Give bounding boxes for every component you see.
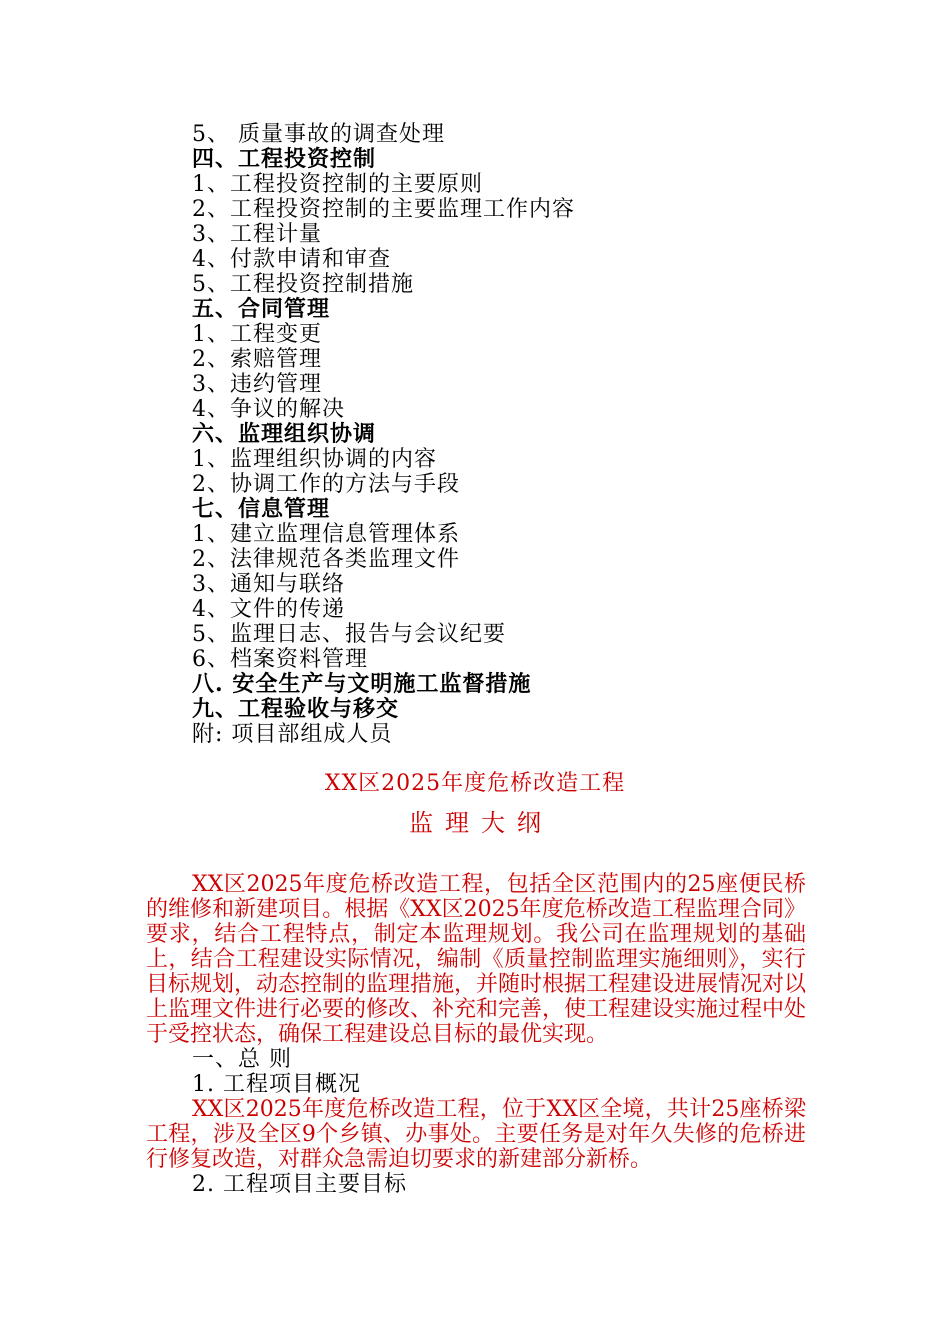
toc-item: 2、协调工作的方法与手段: [192, 472, 460, 497]
toc-item: 1、建立监理信息管理体系: [192, 522, 460, 547]
toc-section-heading: 八. 安全生产与文明施工监督措施: [192, 671, 532, 697]
table-of-contents: [192, 122, 832, 747]
document-title: XX区2025年度危桥改造工程: [324, 771, 626, 796]
toc-section-heading: 五、合同管理: [192, 296, 331, 322]
toc-item: 3、违约管理: [192, 372, 322, 397]
section-heading-general: 一、总 则: [192, 1047, 292, 1072]
subsection-heading-goals: 2. 工程项目主要目标: [192, 1172, 407, 1197]
toc-section-heading: 九、工程验收与移交: [192, 696, 400, 722]
toc-item: 6、档案资料管理: [192, 647, 368, 672]
toc-item: 4、争议的解决: [192, 397, 345, 422]
document-subtitle: 监理大纲: [409, 809, 553, 837]
toc-item: 2、法律规范各类监理文件: [192, 547, 460, 572]
subsection-heading-overview: 1. 工程项目概况: [192, 1072, 361, 1097]
intro-paragraph: XX区2025年度危桥改造工程，包括全区范围内的25座便民桥的维修和新建项目。根据《XX区2025年度危桥改造工程监理合同》要求，结合工程特点，制定本监理规划。我公司在监理规划的基础上，结合工程建设实际情况，编制《质量控制监理实施细则》，实行目标规划，动态控制的监理措施，并随时根据工程建设进展情况对以上监理文件进行必要的修改、补充和完善，使工程建设实施过程中处于受控状态，确保工程建设总目标的最优实现。: [146, 872, 807, 1047]
toc-section-heading: 四、工程投资控制: [192, 146, 377, 172]
toc-item: 1、工程投资控制的主要原则: [192, 172, 483, 197]
toc-item: 5、监理日志、报告与会议纪要: [192, 622, 506, 647]
toc-item: 5、工程投资控制措施: [192, 272, 414, 297]
toc-item: 2、工程投资控制的主要监理工作内容: [192, 197, 575, 222]
overview-paragraph: XX区2025年度危桥改造工程，位于XX区全境，共计25座桥梁工程，涉及全区9个乡镇、办事处。主要任务是对年久失修的危桥进行修复改造，对群众急需迫切要求的新建部分新桥。: [146, 1097, 806, 1172]
document-body: [146, 872, 806, 1197]
toc-item: 1、监理组织协调的内容: [192, 447, 437, 472]
toc-item: 3、通知与联络: [192, 572, 345, 597]
toc-item: 2、索赔管理: [192, 347, 322, 372]
toc-item: 4、文件的传递: [192, 597, 345, 622]
toc-item: 4、付款申请和审查: [192, 247, 391, 272]
toc-item: 3、工程计量: [192, 222, 322, 247]
toc-item: 5、 质量事故的调查处理: [192, 122, 445, 147]
toc-item: 1、工程变更: [192, 322, 322, 347]
toc-section-heading: 六、监理组织协调: [192, 421, 377, 447]
toc-item: 附: 项目部组成人员: [192, 722, 393, 747]
toc-section-heading: 七、信息管理: [192, 496, 331, 522]
